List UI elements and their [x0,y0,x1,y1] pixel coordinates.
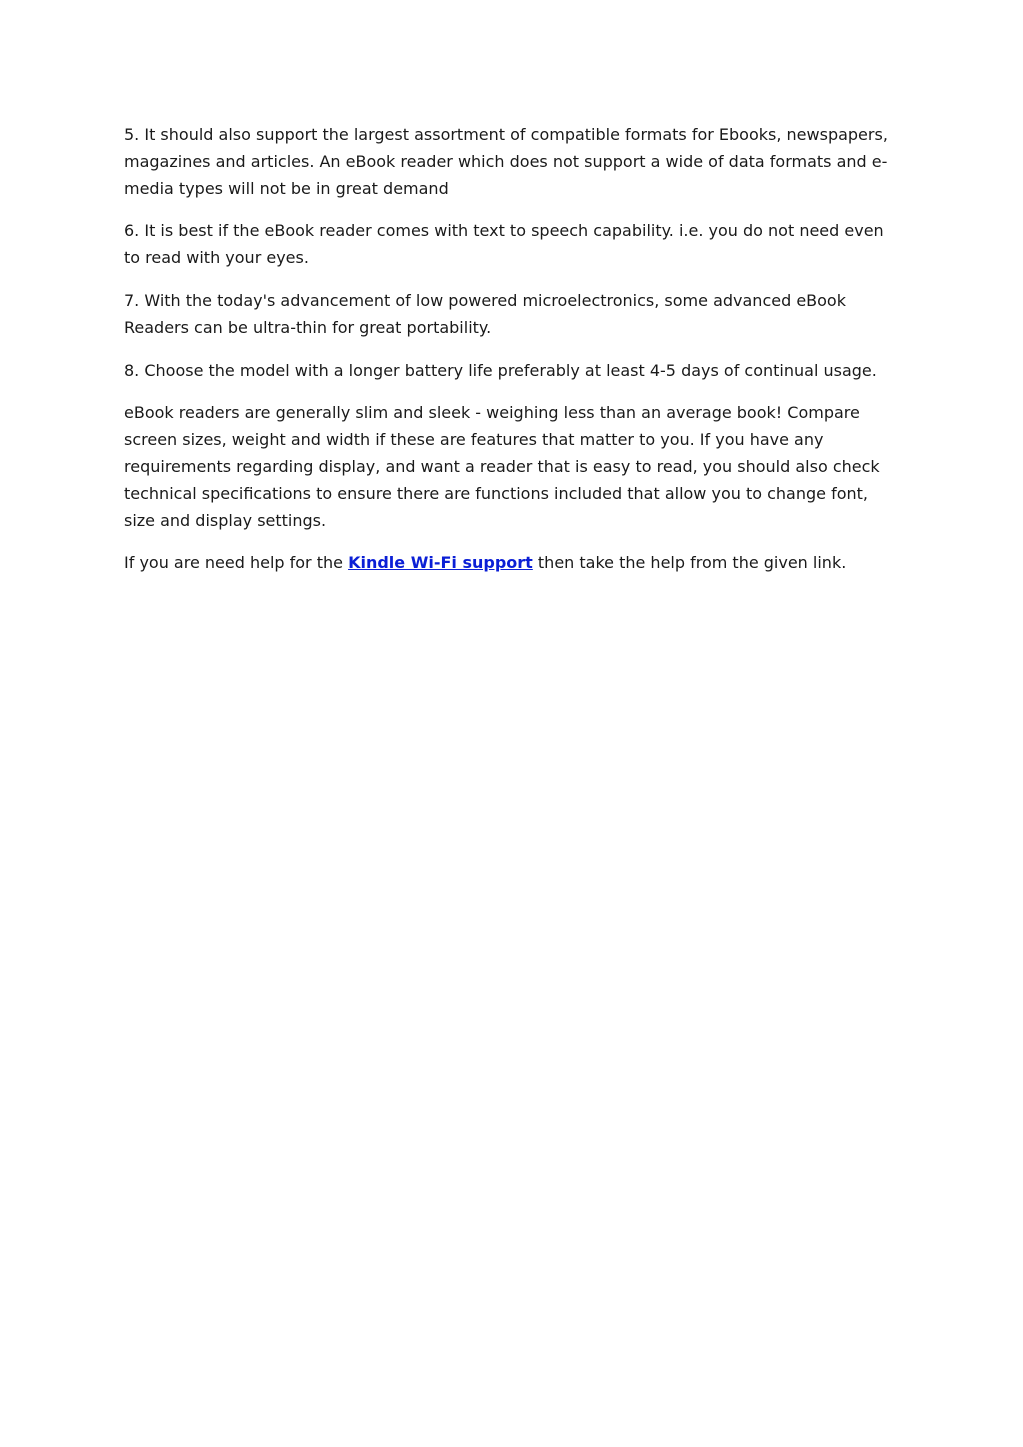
closing-text-after: then take the help from the given link. [532,553,847,573]
closing-text-before: If you are need help for the [124,553,349,573]
document-body [124,122,904,593]
paragraph-item-5: 5. It should also support the largest assortment of compatible formats for Ebooks, newspapers, magazines and articles. An eBook reader which does not support a wide of data formats and e-media types will not be in great demand [124,125,888,198]
paragraph-ebook-readers: eBook readers are generally slim and sleek - weighing less than an average book! Compare screen sizes, weight and width if these are features that matter to you. If you have any requirements regarding display, and want a reader that is easy to read, you should also check technical specifications to ensure there are functions included that allow you to change font, size and display settings. [124,403,880,530]
paragraph-item-6: 6. It is best if the eBook reader comes with text to speech capability. i.e. you do not need even to read with your eyes. [124,221,884,268]
paragraph-item-7: 7. With the today's advancement of low powered microelectronics, some advanced eBook Readers can be ultra-thin for great portability. [124,290,846,337]
closing-paragraph [124,550,904,577]
paragraph-item-8: 8. Choose the model with a longer battery life preferably at least 4-5 days of continual usage. [124,360,877,380]
kindle-wifi-support-link[interactable]: Kindle Wi-Fi support [348,553,533,573]
